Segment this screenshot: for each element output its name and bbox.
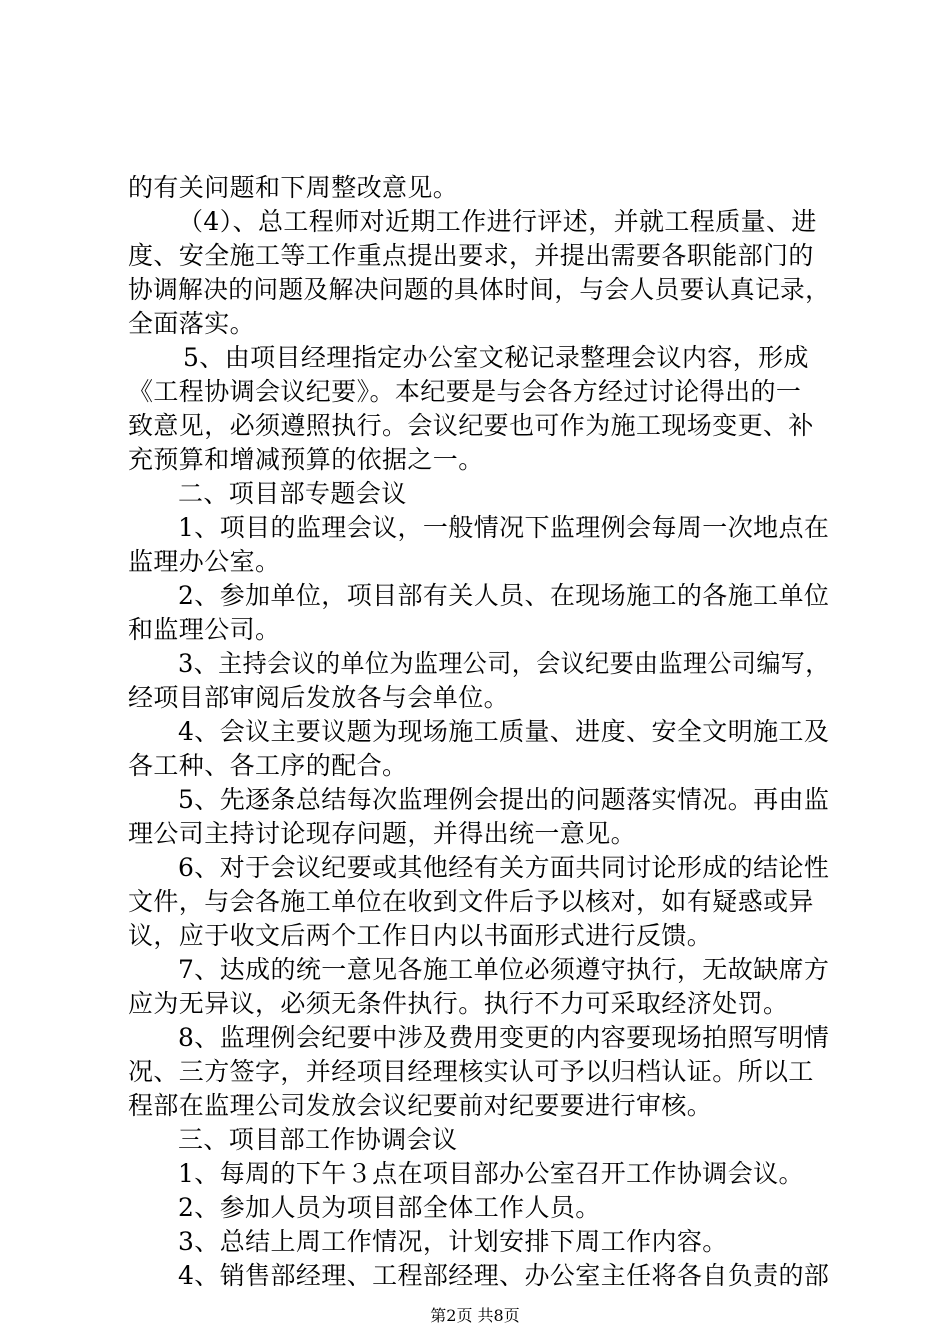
text-line-26: 8、监理例会纪要中涉及费用变更的内容要现场拍照写明情 — [178, 1023, 830, 1052]
text-line-12: 监理办公室。 — [128, 547, 281, 576]
text-line-16: 经项目部审阅后发放各与会单位。 — [128, 683, 510, 712]
section-heading-2: 二、项目部专题会议 — [178, 479, 407, 508]
text-line-30: 1、每周的下午３点在项目部办公室召开工作协调会议。 — [178, 1159, 804, 1188]
text-line-7: 《工程协调会议纪要》。本纪要是与会各方经过讨论得出的一 — [128, 377, 802, 406]
text-line-28: 程部在监理公司发放会议纪要前对纪要要进行审核。 — [128, 1091, 713, 1120]
text-line-4: 协调解决的问题及解决问题的具体时间，与会人员要认真记录， — [128, 275, 831, 304]
text-line-23: 议，应于收文后两个工作日内以书面形式进行反馈。 — [128, 921, 713, 950]
text-line-2: （4）、总工程师对近期工作进行评述，并就工程质量、进 — [178, 207, 817, 236]
text-line-32: 3、总结上周工作情况，计划安排下周工作内容。 — [178, 1227, 728, 1256]
text-line-31: 2、参加人员为项目部全体工作人员。 — [178, 1193, 601, 1222]
text-line-17: 4、会议主要议题为现场施工质量、进度、安全文明施工及 — [178, 717, 830, 746]
text-line-6: 5、由项目经理指定办公室文秘记录整理会议内容，形成 — [183, 343, 809, 372]
text-line-1: 的有关问题和下周整改意见。 — [128, 173, 459, 202]
text-line-24: 7、达成的统一意见各施工单位必须遵守执行，无故缺席方 — [178, 955, 830, 984]
text-line-8: 致意见，必须遵照执行。会议纪要也可作为施工现场变更、补 — [128, 411, 814, 440]
page-footer: 第2页 共8页 — [430, 1306, 520, 1325]
text-line-25: 应为无异议，必须无条件执行。执行不力可采取经济处罚。 — [128, 989, 789, 1018]
text-line-27: 况、三方签字，并经项目经理核实认可予以归档认证。所以工 — [128, 1057, 814, 1086]
section-heading-3: 三、项目部工作协调会议 — [178, 1125, 458, 1154]
text-line-15: 3、主持会议的单位为监理公司，会议纪要由监理公司编写， — [178, 649, 830, 678]
text-line-21: 6、对于会议纪要或其他经有关方面共同讨论形成的结论性 — [178, 853, 830, 882]
text-line-3: 度、安全施工等工作重点提出要求，并提出需要各职能部门的 — [128, 241, 814, 270]
text-line-20: 理公司主持讨论现存问题，并得出统一意见。 — [128, 819, 637, 848]
text-line-19: 5、先逐条总结每次监理例会提出的问题落实情况。再由监 — [178, 785, 830, 814]
text-line-13: 2、参加单位，项目部有关人员、在现场施工的各施工单位 — [178, 581, 830, 610]
text-line-33: 4、销售部经理、工程部经理、办公室主任将各自负责的部 — [178, 1261, 830, 1290]
text-line-14: 和监理公司。 — [128, 615, 281, 644]
text-line-5: 全面落实。 — [128, 309, 256, 338]
text-line-22: 文件，与会各施工单位在收到文件后予以核对，如有疑惑或异 — [128, 887, 814, 916]
text-line-18: 各工种、各工序的配合。 — [128, 751, 408, 780]
text-line-11: 1、项目的监理会议，一般情况下监理例会每周一次地点在 — [178, 513, 830, 542]
text-line-9: 充预算和增减预算的依据之一。 — [128, 445, 484, 474]
